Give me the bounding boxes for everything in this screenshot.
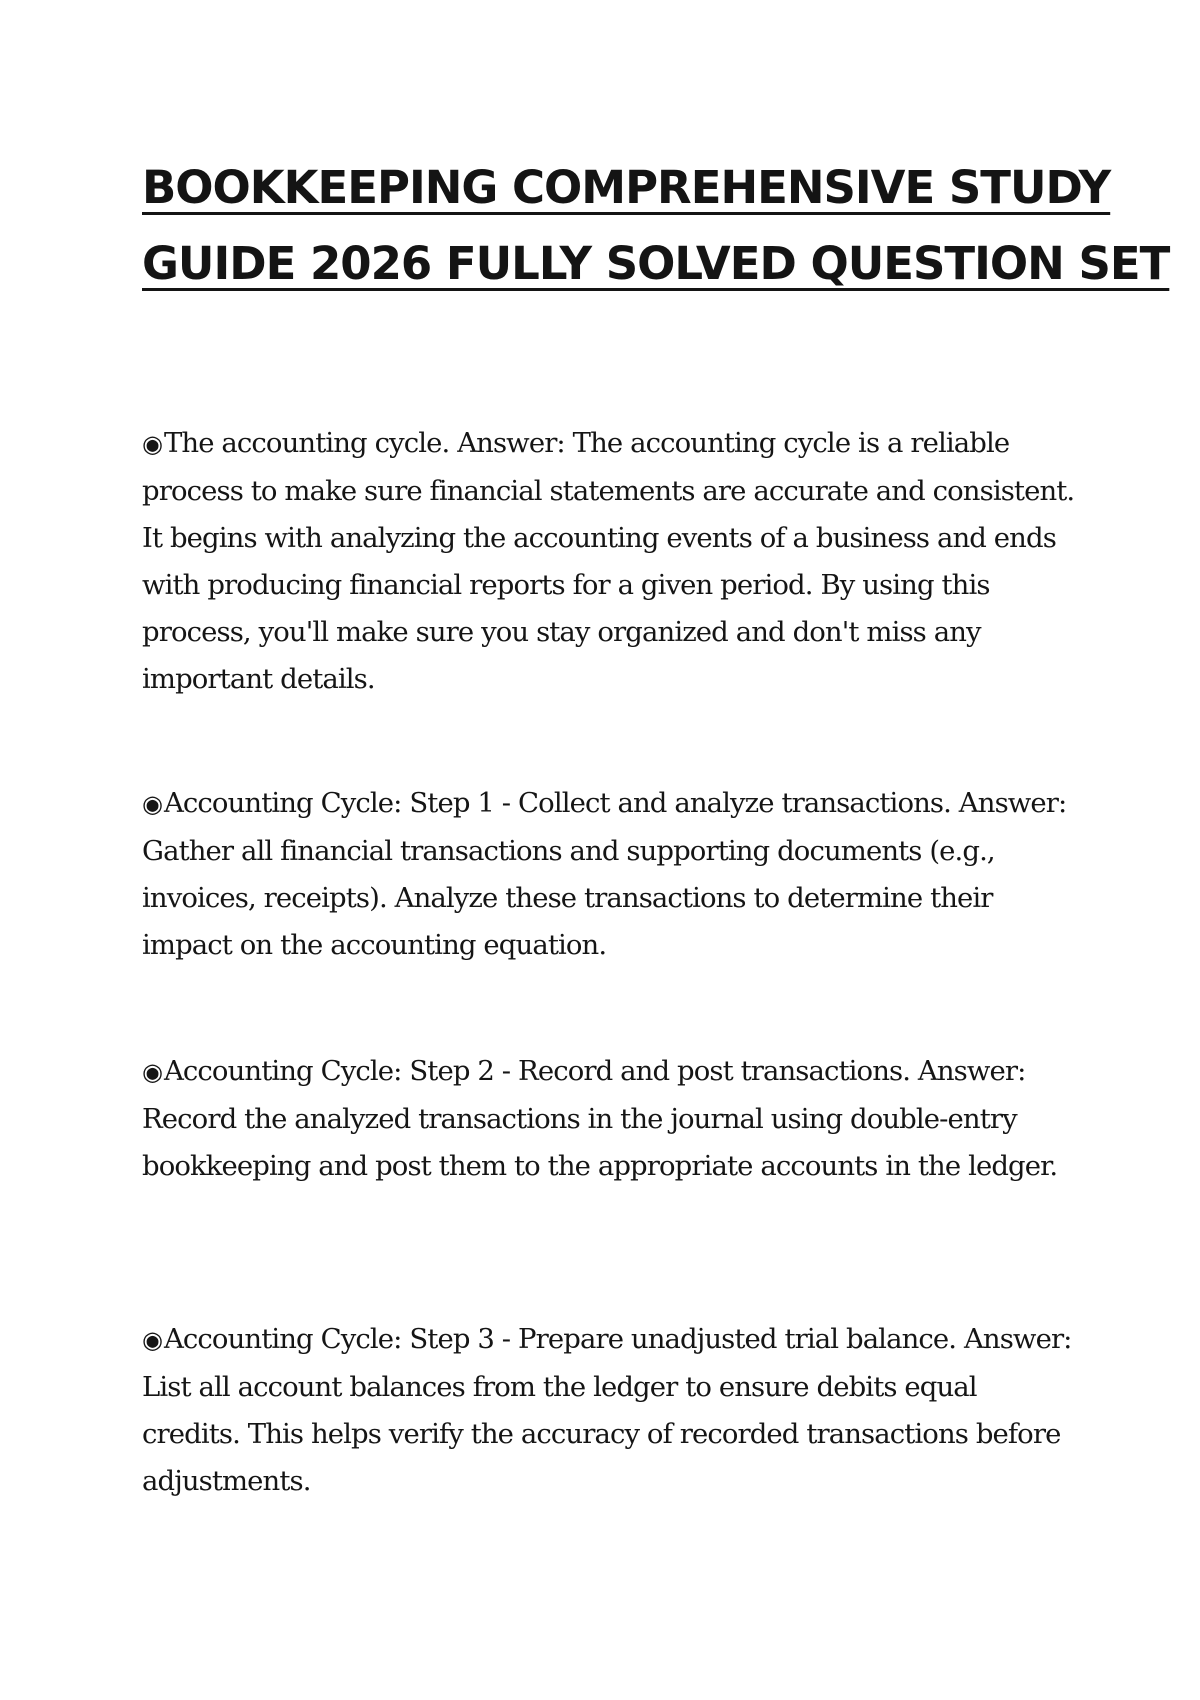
qa-item-text: Accounting Cycle: Step 3 - Prepare unadjusted trial balance. Answer: List all account balances from the ledger to ensure debits equal credits. This helps verify the accuracy of recorded transactions before adjustments.: [142, 1323, 1072, 1497]
radio-bullet-icon: ◉: [142, 790, 163, 818]
qa-item-step-2: [142, 1048, 1082, 1190]
qa-item-text: The accounting cycle. Answer: The accounting cycle is a reliable process to make sure financial statements are accurate and consistent. It begins with analyzing the accounting events of a business and ends with producing financial reports for a given period. By using this process, you'll make sure you stay organized and don't miss any important details.: [142, 427, 1075, 695]
document-title: [142, 150, 1170, 302]
qa-item-step-1: [142, 780, 1082, 969]
title-line-2: GUIDE 2026 FULLY SOLVED QUESTION SET: [142, 237, 1170, 290]
qa-item-text: Accounting Cycle: Step 2 - Record and post transactions. Answer: Record the analyzed transactions in the journal using double-entry bookkeeping and post them to the appropriate accounts in the ledger.: [142, 1055, 1058, 1182]
radio-bullet-icon: ◉: [142, 430, 163, 458]
qa-item-step-3: [142, 1316, 1082, 1505]
radio-bullet-icon: ◉: [142, 1058, 163, 1086]
radio-bullet-icon: ◉: [142, 1326, 163, 1354]
qa-item-accounting-cycle: [142, 420, 1082, 703]
qa-item-text: Accounting Cycle: Step 1 - Collect and analyze transactions. Answer: Gather all financial transactions and supporting documents (e.g., invoices, receipts). Analyze these transactions to determine their impact on the accounting equation.: [142, 787, 1067, 961]
title-line-1: BOOKKEEPING COMPREHENSIVE STUDY: [142, 161, 1111, 214]
